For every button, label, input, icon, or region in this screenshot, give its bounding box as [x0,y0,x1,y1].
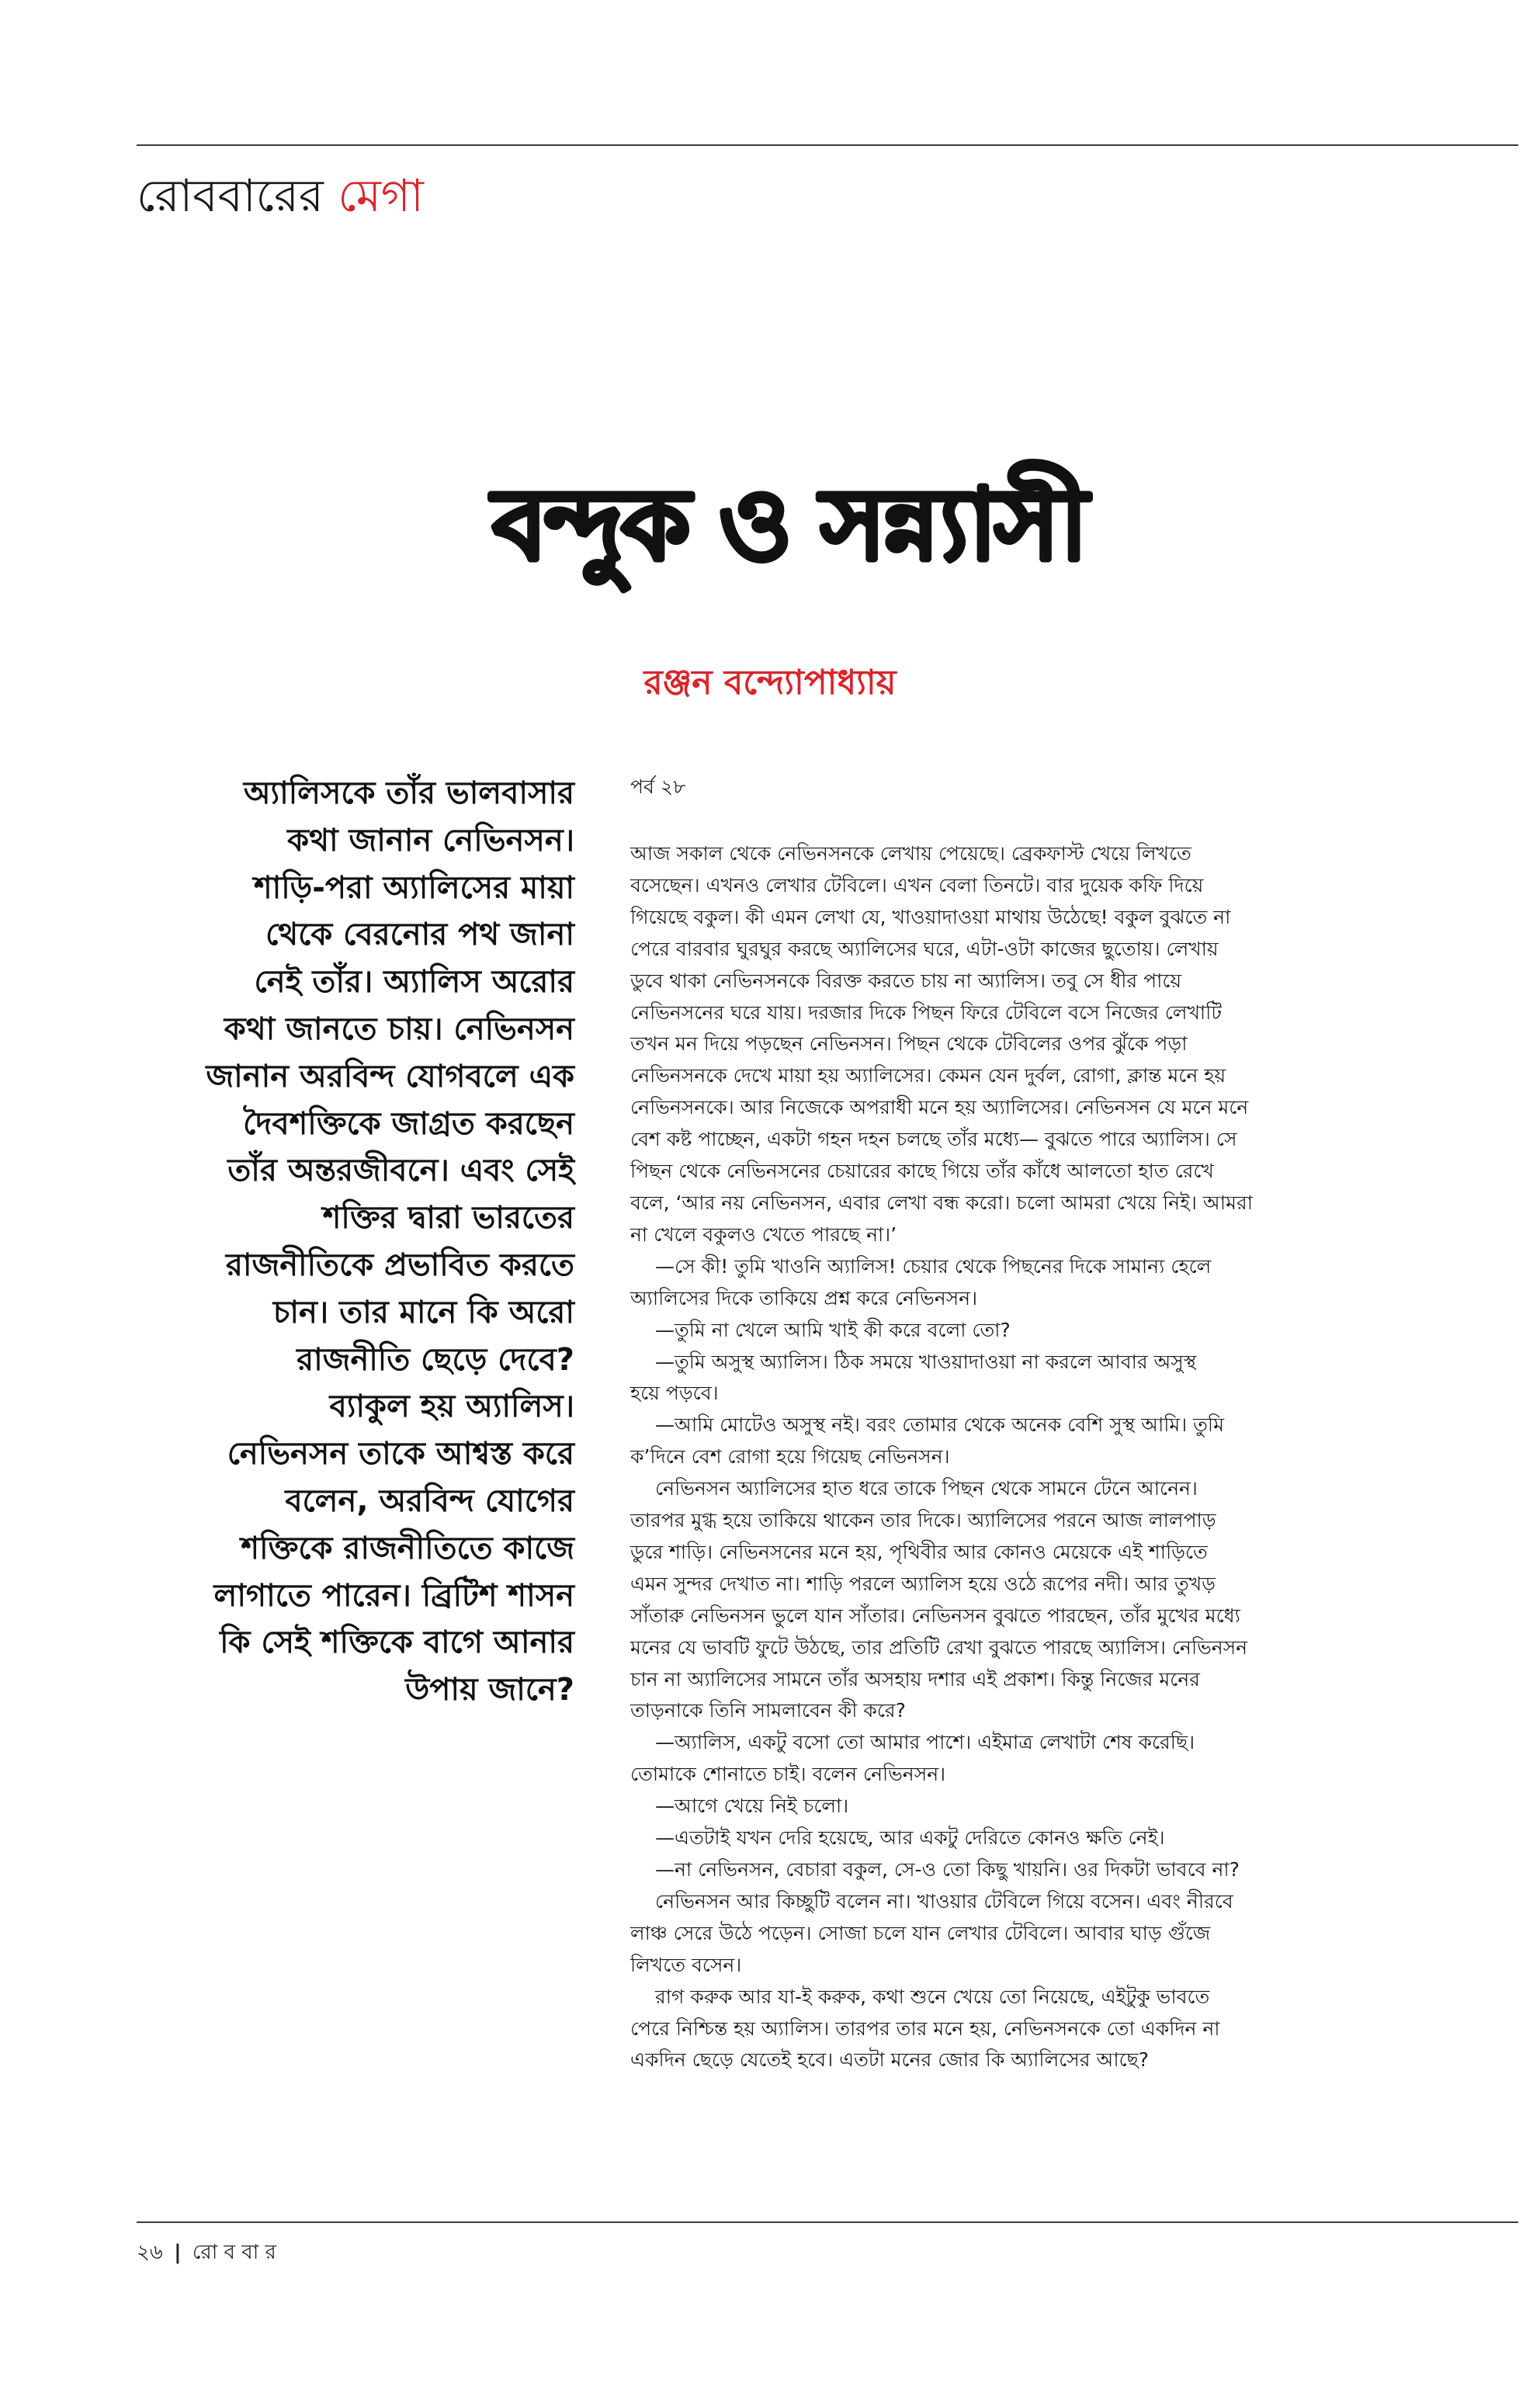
article-line: রাগ করুক আর যা-ই করুক, কথা শুনে খেয়ে তো নিয়েছে, এইটুকু ভাবতে [655,1985,1210,2008]
pull-quote-line: উপায় জানে? [405,1672,574,1708]
article-line: ডুরে শাড়ি। নেভিনসনের মনে হয়, পৃথিবীর আর কোনও মেয়েকে এই শাড়িতে [630,1540,1208,1563]
article-line: তোমাকে শোনাতে চাই। বলেন নেভিনসন। [630,1763,946,1786]
article-line: নেভিনসনকে। আর নিজেকে অপরাধী মনে হয় অ্যালিসের। নেভিনসন যে মনে মনে [630,1096,1249,1119]
article-line: নেভিনসন আর কিচ্ছুটি বলেন না। খাওয়ার টেবিলে গিয়ে বসেন। এবং নীরবে [655,1889,1233,1913]
pull-quote-line: নেই তাঁর। অ্যালিস অরোর [254,964,574,1001]
article-line: —এতটাই যখন দেরি হয়েছে, আর একটু দেরিতে কোনও ক্ষতি নেই। [655,1826,1165,1850]
article-line: পিছন থেকে নেভিনসনের চেয়ারের কাছে গিয়ে তাঁর কাঁধে আলতো হাত রেখে [630,1160,1214,1183]
pull-quote-line: অ্যালিসকে তাঁর ভালবাসার [243,775,574,811]
article-line: নেভিনসনের ঘরে যায়। দরজার দিকে পিছন ফিরে টেবিলে বসে নিজের লেখাটি [630,1001,1222,1024]
page-footer [137,2239,276,2266]
article-line: লাঞ্চ সেরে উঠে পড়েন। সোজা চলে যান লেখার টেবিলে। আবার ঘাড় গুঁজে [630,1921,1211,1944]
author-byline: রঞ্জন বন্দ্যোপাধ্যায় [643,663,897,702]
pull-quote-line: নেভিনসন তাকে আশ্বস্ত করে [227,1436,574,1472]
article-line: পেরে বারবার ঘুরঘুর করছে অ্যালিসের ঘরে, এটা-ওটা কাজের ছুতোয়। লেখায় [630,937,1219,960]
article-line: মনের যে ভাবটি ফুটে উঠছে, তার প্রতিটি রেখা বুঝতে পারছে অ্যালিস। নেভিনসন [630,1635,1248,1659]
pull-quote-line: জানান অরবিন্দ যোগবলে এক [206,1058,574,1094]
pull-quote-line: শক্তির দ্বারা ভারতের [322,1200,574,1236]
footer-separator: | [174,2241,182,2264]
pull-quote-line: কথা জানতে চায়। নেভিনসন [224,1011,574,1047]
article-line: বলে, ‘আর নয় নেভিনসন, এবার লেখা বন্ধ করো। চলো আমরা খেয়ে নিই। আমরা [630,1191,1253,1214]
article-line: সাঁতারু নেভিনসন ভুলে যান সাঁতার। নেভিনসন বুঝতে পারছেন, তাঁর মুখের মধ্যে [630,1604,1240,1627]
article-line: অ্যালিসের দিকে তাকিয়ে প্রশ্ন করে নেভিনসন। [630,1286,978,1309]
article-line: —অ্যালিস, একটু বসো তো আমার পাশে। এইমাত্র লেখাটা শেষ করেছি। [655,1731,1195,1754]
article-line: চান না অ্যালিসের সামনে তাঁর অসহায় দশার এই প্রকাশ। কিন্তু নিজের মনের [630,1667,1200,1691]
section-label-plain: রোববারের [137,169,324,222]
article-line: —সে কী! তুমি খাওনি অ্যালিস! চেয়ার থেকে পিছনের দিকে সামান্য হেলে [655,1254,1212,1278]
pull-quote-line: শক্তিকে রাজনীতিতে কাজে [241,1530,574,1566]
brush-title [424,442,1153,598]
pull-quote-line: রাজনীতিকে প্রভাবিত করতে [225,1247,574,1283]
article-line: ক’দিনে বেশ রোগা হয়ে গিয়েছ নেভিনসন। [630,1445,950,1469]
page-number: ২৬ [137,2241,163,2264]
section-label [137,165,424,227]
article-line: নেভিনসনকে দেখে মায়া হয় অ্যালিসের। কেমন যেন দুর্বল, রোগা, ক্লান্ত মনে হয় [630,1064,1226,1087]
article-line: একদিন ছেড়ে যেতেই হবে। এতটা মনের জোর কি অ্যালিসের আছে? [630,2048,1150,2072]
pull-quote-line: ব্যাকুল হয় অ্যালিস। [329,1389,574,1425]
top-rule [137,144,1518,146]
article-line: তাড়নাকে তিনি সামলাবেন কী করে? [630,1699,906,1722]
pull-quote-line: দৈবশক্তিকে জাগ্রত করছেন [243,1105,574,1142]
pull-quote-line: তাঁর অন্তরজীবনে। এবং সেই [227,1153,574,1189]
article-line: —আগে খেয়ে নিই চলো। [655,1795,849,1818]
section-label-accent: মেগা [338,169,424,222]
pull-quote [137,770,574,1714]
article-line: এমন সুন্দর দেখাত না। শাড়ি পরলে অ্যালিস হয়ে ওঠে রূপের নদী। আর তুখড় [630,1572,1216,1595]
magazine-name: রো ব বা র [192,2241,276,2264]
article-line: —তুমি অসুস্থ অ্যালিস। ঠিক সময়ে খাওয়াদাওয়া না করলে আবার অসুস্থ [655,1350,1197,1373]
article-line: আজ সকাল থেকে নেভিনসনকে লেখায় পেয়েছে। ব্রেকফাস্ট খেয়ে লিখতে [630,842,1191,865]
pull-quote-line: কথা জানান নেভিনসন। [287,822,574,858]
article-line: তখন মন দিয়ে পড়ছেন নেভিনসন। পিছন থেকে টেবিলের ওপর ঝুঁকে পড়া [630,1032,1188,1056]
title-artwork [424,442,1153,598]
pull-quote-line: রাজনীতি ছেড়ে দেবে? [297,1341,574,1378]
article-line: ডুবে থাকা নেভিনসনকে বিরক্ত করতে চায় না অ্যালিস। তবু সে ধীর পায়ে [630,969,1182,992]
article-line: লিখতে বসেন। [630,1953,742,1976]
episode-label: পর্ব ২৮ [630,775,686,798]
article-line: না খেলে বকুলও খেতে পারছে না।’ [630,1223,897,1246]
article-line: —আমি মোটেও অসুস্থ নই। বরং তোমার থেকে অনেক বেশি সুস্থ আমি। তুমি [655,1413,1224,1437]
article-line: বসেছেন। এখনও লেখার টেবিলে। এখন বেলা তিনটে। বার দুয়েক কফি দিয়ে [630,873,1204,897]
article-line: —না নেভিনসন, বেচারা বকুল, সে-ও তো কিছু খায়নি। ওর দিকটা ভাববে না? [655,1858,1240,1881]
bottom-rule [137,2221,1518,2223]
pull-quote-line: লাগাতে পারেন। ব্রিটিশ শাসন [213,1577,574,1614]
pull-quote-line: থেকে বেরনোর পথ জানা [265,917,574,953]
article-line: হয়ে পড়বে। [630,1382,719,1405]
article-line: —তুমি না খেলে আমি খাই কী করে বলো তো? [655,1318,1011,1341]
pull-quote-line: শাড়ি-পরা অ্যালিসের মায়া [253,869,574,906]
title-text: বন্দুক ও সন্ন্যাসী [492,467,1085,583]
article-line: তারপর মুগ্ধ হয়ে তাকিয়ে থাকেন তার দিকে। অ্যালিসের পরনে আজ লালপাড় [630,1509,1216,1532]
article-body [630,838,1414,2076]
pull-quote-line: বলেন, অরবিন্দ যোগের [285,1483,574,1519]
article-line: নেভিনসন অ্যালিসের হাত ধরে তাকে পিছন থেকে সামনে টেনে আনেন। [655,1477,1198,1500]
article-line: পেরে নিশ্চিন্ত হয় অ্যালিস। তারপর তার মনে হয়, নেভিনসনকে তো একদিন না [630,2017,1220,2040]
pull-quote-line: চান। তার মানে কি অরো [272,1294,574,1330]
pull-quote-line: কি সেই শক্তিকে বাগে আনার [220,1625,574,1661]
article-line: বেশ কষ্ট পাচ্ছেন, একটা গহন দহন চলছে তাঁর মধ্যে— বুঝতে পারে অ্যালিস। সে [630,1128,1237,1151]
article-line: গিয়েছে বকুল। কী এমন লেখা যে, খাওয়াদাওয়া মাথায় উঠেছে! বকুল বুঝতে না [630,905,1231,928]
